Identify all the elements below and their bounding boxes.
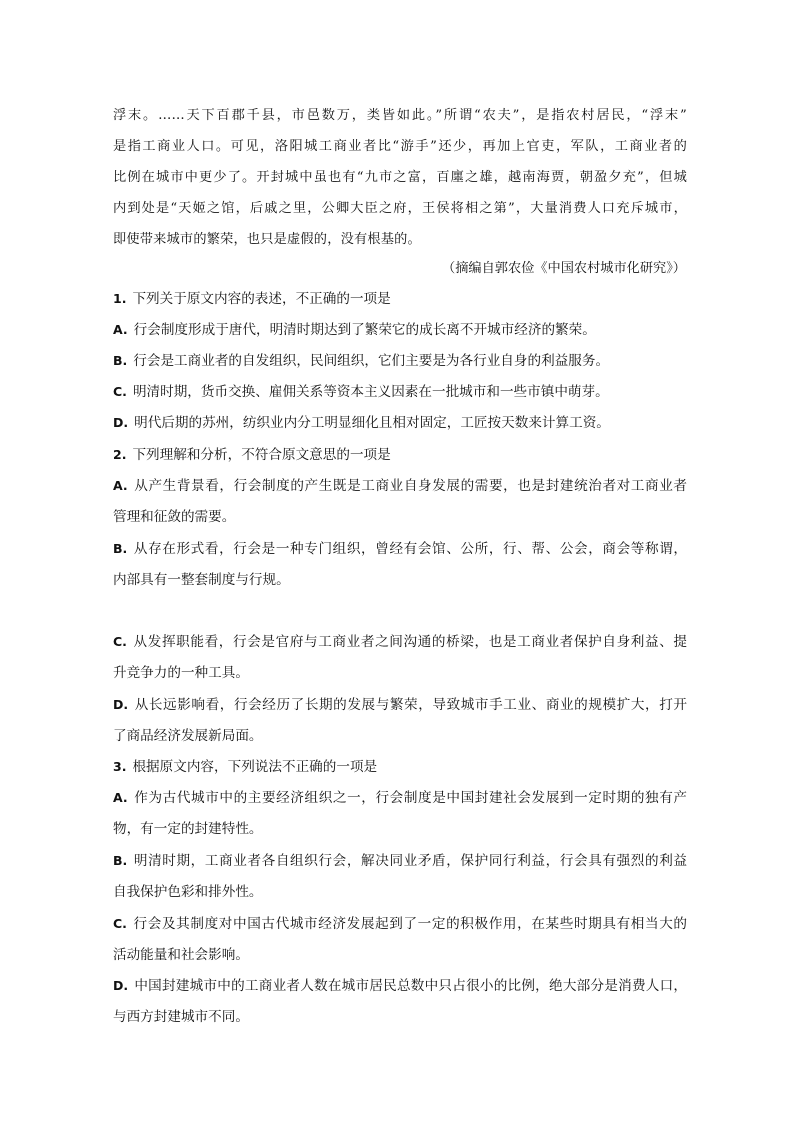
question-3-option-d-cont: 与西方封建城市不同。 xyxy=(113,1009,249,1025)
passage-line: 是指工商业人口。可见，洛阳城工商业者比“游手”还少，再加上官吏，军队，工商业者的 xyxy=(113,139,687,154)
question-3-option-c-cont: 活动能量和社会影响。 xyxy=(113,947,249,963)
question-3-option-b-cont: 自我保护色彩和排外性。 xyxy=(113,884,263,900)
passage-line: 即使带来城市的繁荣，也只是虚假的，没有根基的。 xyxy=(113,232,421,247)
question-1-option-c: C. 明清时期，货币交换、雇佣关系等资本主义因素在一批城市和一些市镇中萌芽。 xyxy=(113,384,609,400)
question-2-option-d: D. 从长远影响看，行会经历了长期的发展与繁荣，导致城市手工业、商业的规模扩大，打开 xyxy=(113,697,687,713)
question-number: 2. xyxy=(113,447,127,462)
question-2-option-a: A. 从产生背景看，行会制度的产生既是工商业自身发展的需要，也是封建统治者对工商业者 xyxy=(113,478,687,494)
question-2-option-b: B. 从存在形式看，行会是一种专门组织，曾经有会馆、公所，行、帮、公会，商会等称谓， xyxy=(113,541,687,557)
question-2-option-b-cont: 内部具有一整套制度与行规。 xyxy=(113,572,290,588)
question-number: 3. xyxy=(113,759,127,774)
question-2-option-a-cont: 管理和征敛的需要。 xyxy=(113,509,236,525)
passage-line: 浮末。……天下百郡千县，市邑数万，类皆如此。”所谓“农夫”，是指农村居民，“浮末” xyxy=(113,108,687,123)
question-number: 1. xyxy=(113,291,127,306)
question-2-stem: 2. 下列理解和分析，不符合原文意思的一项是 xyxy=(113,447,391,463)
reading-passage xyxy=(113,100,687,255)
question-1-option-d: D. 明代后期的苏州，纺织业内分工明显细化且相对固定，工匠按天数来计算工资。 xyxy=(113,415,610,431)
question-2-option-c: C. 从发挥职能看，行会是官府与工商业者之间沟通的桥梁，也是工商业者保护自身利益、提 xyxy=(113,634,687,650)
question-1-stem: 1. 下列关于原文内容的表述，不正确的一项是 xyxy=(113,291,391,307)
question-3-option-d: D. 中国封建城市中的工商业者人数在城市居民总数中只占很小的比例，绝大部分是消费人口， xyxy=(113,978,687,994)
question-2-option-d-cont: 了商品经济发展新局面。 xyxy=(113,728,263,744)
question-1-option-b: B. 行会是工商业者的自发组织，民间组织，它们主要是为各行业自身的利益服务。 xyxy=(113,353,610,369)
question-3-option-a: A. 作为古代城市中的主要经济组织之一，行会制度是中国封建社会发展到一定时期的独有产 xyxy=(113,790,687,806)
question-3-option-a-cont: 物，有一定的封建特性。 xyxy=(113,821,263,837)
passage-line: 比例在城市中更少了。开封城中虽也有“九市之富，百廛之雄，越南海贾，朝盈夕充”，但城 xyxy=(113,170,687,185)
question-3-option-c: C. 行会及其制度对中国古代城市经济发展起到了一定的积极作用，在某些时期具有相当大的 xyxy=(113,916,687,932)
question-1-option-a: A. 行会制度形成于唐代，明清时期达到了繁荣它的成长离不开城市经济的繁荣。 xyxy=(113,322,596,338)
passage-line: 内到处是“天姬之馆，后戚之里，公卿大臣之府，王侯将相之第”，大量消费人口充斥城市， xyxy=(113,201,687,216)
question-3-option-b: B. 明清时期，工商业者各自组织行会，解决同业矛盾，保护同行利益，行会具有强烈的利益 xyxy=(113,853,687,869)
question-3-stem: 3. 根据原文内容，下列说法不正确的一项是 xyxy=(113,759,378,775)
passage-source: （摘编自郭农俭《中国农村城市化研究》） xyxy=(442,261,686,276)
question-2-option-c-cont: 升竞争力的一种工具。 xyxy=(113,665,249,681)
